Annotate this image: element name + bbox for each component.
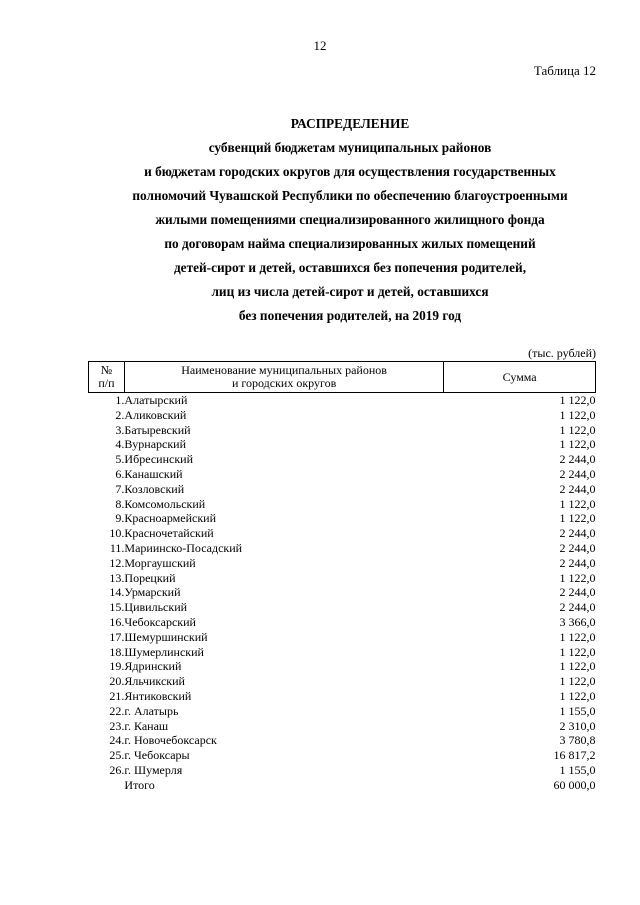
row-sum: 1 122,0 xyxy=(559,629,596,644)
header-name xyxy=(124,362,443,393)
title-line: жилыми помещениями специализированного жилищного фонда xyxy=(155,212,545,227)
header-number xyxy=(89,362,125,393)
row-sum: 2 244,0 xyxy=(559,466,596,481)
row-name: Батыревский xyxy=(124,422,191,437)
row-sum: 3 366,0 xyxy=(559,614,596,629)
table-row xyxy=(89,526,596,541)
table-body xyxy=(89,393,596,793)
table-row xyxy=(89,689,596,704)
row-number: 20. xyxy=(109,674,125,689)
table-row xyxy=(89,615,596,630)
document-title xyxy=(60,112,640,328)
row-number: 24. xyxy=(109,733,125,748)
title-line: полномочий Чувашской Республики по обеспечению благоустроенными xyxy=(132,188,568,203)
table-header-row xyxy=(89,362,596,393)
row-number: 21. xyxy=(109,688,125,703)
row-name: Урмарский xyxy=(124,585,181,600)
row-number: 13. xyxy=(109,570,125,585)
row-name: Шемуршинский xyxy=(124,629,208,644)
units-label: (тыс. рублей) xyxy=(528,346,596,360)
row-number: 1. xyxy=(115,393,125,407)
row-name: Мариинско-Посадский xyxy=(124,540,243,555)
row-name: Вурнарский xyxy=(124,437,187,452)
row-number: 4. xyxy=(115,437,125,452)
row-number: 15. xyxy=(109,600,125,615)
row-number: 9. xyxy=(115,511,125,526)
table-row xyxy=(89,497,596,512)
row-sum: 2 244,0 xyxy=(559,452,596,467)
row-name: Шумерлинский xyxy=(124,644,204,659)
row-number: 2. xyxy=(115,407,125,422)
row-number: 11. xyxy=(109,540,125,555)
row-name: Цивильский xyxy=(124,600,188,615)
row-sum: 1 122,0 xyxy=(559,496,596,511)
header-name-line2: и городских округов xyxy=(231,376,337,390)
title-line: РАСПРЕДЕЛЕНИЕ xyxy=(290,116,410,131)
title-line: и бюджетам городских округов для осуществления государственных xyxy=(144,164,556,179)
row-sum: 2 244,0 xyxy=(559,540,596,555)
row-name: Порецкий xyxy=(124,570,176,585)
row-number: 5. xyxy=(115,452,125,467)
row-sum: 2 244,0 xyxy=(559,481,596,496)
table-row xyxy=(89,556,596,571)
row-name: Итого xyxy=(124,777,155,792)
table-row xyxy=(89,748,596,763)
row-number: 7. xyxy=(115,481,125,496)
header-number-line2: п/п xyxy=(98,376,115,390)
table-row xyxy=(89,541,596,556)
row-sum: 1 122,0 xyxy=(559,393,596,407)
total-row xyxy=(89,778,596,793)
row-number: 22. xyxy=(109,703,125,718)
row-name: Красноармейский xyxy=(124,511,216,526)
row-sum: 2 244,0 xyxy=(559,526,596,541)
table-row xyxy=(89,511,596,526)
row-sum: 2 244,0 xyxy=(559,585,596,600)
table-row xyxy=(89,482,596,497)
row-name: Моргаушский xyxy=(124,555,196,570)
row-sum: 2 244,0 xyxy=(559,555,596,570)
page-number: 12 xyxy=(313,38,327,53)
row-sum: 1 122,0 xyxy=(559,659,596,674)
header-sum: Сумма xyxy=(444,362,596,393)
row-name: г. Шумерля xyxy=(124,762,183,777)
table-label: Таблица 12 xyxy=(533,63,596,78)
row-sum: 1 122,0 xyxy=(559,644,596,659)
title-line: субвенций бюджетам муниципальных районов xyxy=(208,140,492,155)
title-line: без попечения родителей, на 2019 год xyxy=(238,308,462,323)
title-line: по договорам найма специализированных жилых помещений xyxy=(164,236,536,251)
row-name: Ибресинский xyxy=(124,452,193,467)
table-row xyxy=(89,704,596,719)
title-line: детей-сирот и детей, оставшихся без попечения родителей, xyxy=(173,260,527,275)
table-row xyxy=(89,719,596,734)
row-number: 6. xyxy=(115,466,125,481)
row-number: 16. xyxy=(109,614,125,629)
row-number: 26. xyxy=(109,762,125,777)
table-row xyxy=(89,674,596,689)
header-name-line1: Наименование муниципальных районов xyxy=(181,363,387,377)
row-number xyxy=(89,778,125,793)
row-sum: 1 155,0 xyxy=(559,703,596,718)
row-name: Ядринский xyxy=(124,659,182,674)
row-name: Яльчикский xyxy=(124,674,185,689)
row-name: Красночетайский xyxy=(124,526,214,541)
table-row xyxy=(89,437,596,452)
row-sum: 2 310,0 xyxy=(559,718,596,733)
row-name: г. Новочебоксарск xyxy=(124,733,217,748)
row-sum: 1 155,0 xyxy=(559,762,596,777)
table-row xyxy=(89,393,596,408)
row-sum: 2 244,0 xyxy=(559,600,596,615)
row-number: 12. xyxy=(109,555,125,570)
table-row xyxy=(89,763,596,778)
table-row xyxy=(89,645,596,660)
row-sum: 16 817,2 xyxy=(553,748,596,763)
row-number: 25. xyxy=(109,748,125,763)
row-number: 3. xyxy=(115,422,125,437)
row-name: Янтиковский xyxy=(124,688,192,703)
row-name: Козловский xyxy=(124,481,185,496)
table-row xyxy=(89,630,596,645)
row-number: 8. xyxy=(115,496,125,511)
table-row xyxy=(89,585,596,600)
row-sum: 60 000,0 xyxy=(553,777,596,792)
row-sum: 1 122,0 xyxy=(559,674,596,689)
row-name: г. Чебоксары xyxy=(124,748,190,763)
row-name: Чебоксарский xyxy=(124,614,196,629)
table-row xyxy=(89,600,596,615)
header-number-line1: № xyxy=(100,363,113,377)
title-line: лиц из числа детей-сирот и детей, оставшихся xyxy=(211,284,489,299)
row-name: Аликовский xyxy=(124,407,187,422)
row-sum: 1 122,0 xyxy=(559,422,596,437)
row-sum: 1 122,0 xyxy=(559,688,596,703)
row-sum: 1 122,0 xyxy=(559,407,596,422)
row-name: Комсомольский xyxy=(124,496,206,511)
row-number: 17. xyxy=(109,629,125,644)
table-row xyxy=(89,571,596,586)
row-name: г. Алатырь xyxy=(124,703,179,718)
table-row xyxy=(89,408,596,423)
row-number: 10. xyxy=(109,526,125,541)
row-sum: 1 122,0 xyxy=(559,511,596,526)
row-name: Канашский xyxy=(124,466,183,481)
table-row xyxy=(89,452,596,467)
table-row xyxy=(89,467,596,482)
table-row xyxy=(89,659,596,674)
row-sum: 1 122,0 xyxy=(559,437,596,452)
row-number: 18. xyxy=(109,644,125,659)
row-sum: 1 122,0 xyxy=(559,570,596,585)
row-sum: 3 780,8 xyxy=(559,733,596,748)
table-row xyxy=(89,733,596,748)
row-number: 23. xyxy=(109,718,125,733)
distribution-table xyxy=(88,361,596,793)
row-name: г. Канаш xyxy=(124,718,169,733)
row-name: Алатырский xyxy=(124,393,188,407)
table-row xyxy=(89,423,596,438)
row-number: 19. xyxy=(109,659,125,674)
row-number: 14. xyxy=(109,585,125,600)
